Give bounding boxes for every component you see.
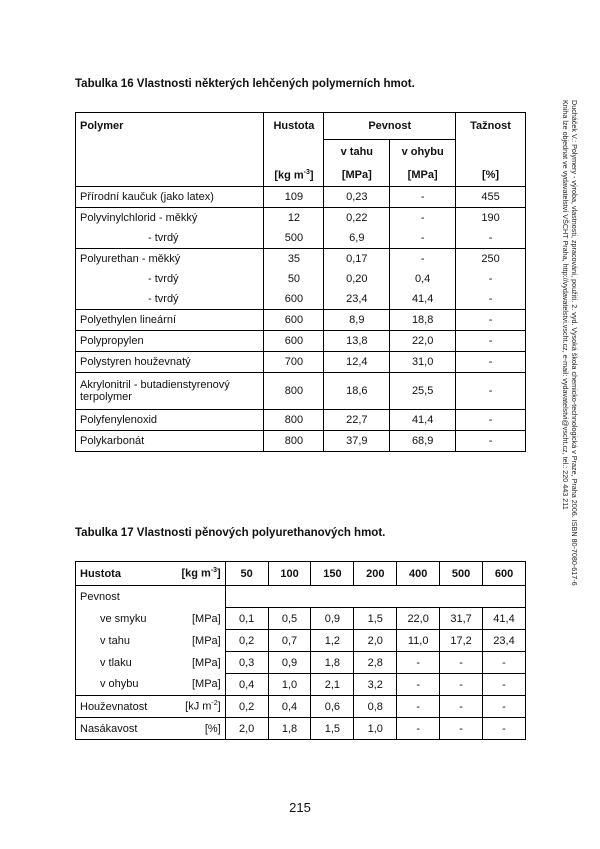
t16-row (76, 352, 526, 373)
t16-unit-hustota: [kg $m^{-3}$] (264, 164, 324, 187)
t16-cell-taznost: - (456, 373, 526, 410)
t16-cell-ohyb: - (390, 228, 456, 249)
t16-cell-name: Polykarbonát (76, 431, 264, 452)
t17-cell: 0,6 (311, 696, 354, 718)
t16-unit-tah: [MPa] (324, 164, 390, 187)
t17-row-label: Nasákavost (76, 718, 164, 740)
t17-cell: 0,4 (225, 674, 268, 696)
t17-cell: 3,2 (354, 674, 397, 696)
t16-row (76, 208, 526, 229)
t16-row (76, 269, 526, 289)
t16-cell-hustota: 600 (264, 331, 324, 352)
t16-header-vohybu: v ohybu (390, 140, 456, 165)
t17-cell: 17,2 (440, 630, 483, 652)
t17-cell: 1,8 (311, 652, 354, 674)
side-citation-line2: Kniha lze objednat ve vydavatelství VŠCHT Praha, http://vydavatelstvi.vscht.cz, e-mail: vydavatelstvi@vscht.cz, tel.: 220 443 211 (561, 100, 570, 510)
t17-row (76, 652, 526, 674)
t17-cell: - (440, 696, 483, 718)
t16-cell-hustota: 500 (264, 228, 324, 249)
t17-pevnost-empty (225, 586, 525, 608)
t17-cell: 0,4 (268, 696, 311, 718)
t16-cell-tah: 0,22 (324, 208, 390, 229)
t16-cell-tah: 23,4 (324, 289, 390, 310)
t17-row-label: v tahu (76, 630, 164, 652)
t16-header-vtahu: v tahu (324, 140, 390, 165)
t17-cell: 2,0 (225, 718, 268, 740)
t16-cell-tah: 13,8 (324, 331, 390, 352)
t17-cell: 0,9 (268, 652, 311, 674)
t17-row-unit: [kJ $m^{-2}$] (163, 696, 225, 718)
t17-cell: 2,1 (311, 674, 354, 696)
t17-row-unit: [%] (163, 718, 225, 740)
t16-cell-ohyb: 68,9 (390, 431, 456, 452)
t17-cell: 22,0 (397, 608, 440, 630)
side-citation (561, 100, 579, 620)
t17-header-col: 200 (354, 562, 397, 586)
t16-cell-name: Polyethylen lineární (76, 310, 264, 331)
t16-cell-name: Polystyren houževnatý (76, 352, 264, 373)
t16-cell-hustota: 12 (264, 208, 324, 229)
t17-row-unit: [MPa] (163, 674, 225, 696)
t16-cell-tah: 0,20 (324, 269, 390, 289)
t17-row (76, 608, 526, 630)
t16-cell-name: Polyurethan - měkký (76, 249, 264, 270)
t16-cell-ohyb: 41,4 (390, 410, 456, 431)
t16-cell-taznost: - (456, 310, 526, 331)
t17-row-label: ve smyku (76, 608, 164, 630)
t16-header-taznost: Tažnost (456, 113, 526, 140)
t16-cell-tah: 37,9 (324, 431, 390, 452)
t16-cell-tah: 12,4 (324, 352, 390, 373)
table17-caption: Tabulka 17 Vlastnosti pěnových polyurethanových hmot. (75, 527, 386, 539)
t16-cell-ohyb: 41,4 (390, 289, 456, 310)
t16-cell-name: Polyvinylchlorid - měkký (76, 208, 264, 229)
t17-cell: 0,2 (225, 630, 268, 652)
t17-header-col: 500 (440, 562, 483, 586)
t17-row-unit: [MPa] (163, 608, 225, 630)
t16-cell-taznost: - (456, 331, 526, 352)
t16-cell-hustota: 800 (264, 431, 324, 452)
t17-cell: - (440, 718, 483, 740)
t16-cell-hustota: 35 (264, 249, 324, 270)
t17-cell: - (483, 696, 526, 718)
t16-cell-taznost: 250 (456, 249, 526, 270)
t16-cell-hustota: 50 (264, 269, 324, 289)
t16-cell-ohyb: - (390, 249, 456, 270)
table16-caption: Tabulka 16 Vlastnosti některých lehčených polymerních hmot. (75, 78, 415, 90)
t16-cell-taznost: - (456, 269, 526, 289)
t16-cell-taznost: - (456, 431, 526, 452)
t16-row (76, 373, 526, 410)
t16-cell-name: - tvrdý (76, 228, 264, 249)
t17-header-hustota: Hustota (76, 562, 164, 586)
t16-cell-ohyb: - (390, 187, 456, 208)
t16-cell-tah: 22,7 (324, 410, 390, 431)
t17-cell: 11,0 (397, 630, 440, 652)
t16-row (76, 431, 526, 452)
t17-cell: - (440, 674, 483, 696)
t16-cell-name: Akrylonitril - butadienstyrenový terpolymer (76, 373, 264, 410)
t17-row (76, 586, 526, 608)
t16-cell-ohyb: 31,0 (390, 352, 456, 373)
t17-header-row (76, 562, 526, 586)
page-number: 215 (289, 800, 311, 815)
t17-cell: 0,2 (225, 696, 268, 718)
t16-header-polymer: Polymer (76, 113, 264, 140)
t17-header-col: 50 (225, 562, 268, 586)
t17-cell: 1,0 (354, 718, 397, 740)
t17-row (76, 696, 526, 718)
t17-cell: 0,7 (268, 630, 311, 652)
t16-cell-taznost: - (456, 352, 526, 373)
t17-cell: 0,1 (225, 608, 268, 630)
t16-cell-tah: 6,9 (324, 228, 390, 249)
t16-cell-hustota: 600 (264, 310, 324, 331)
t17-cell: - (397, 696, 440, 718)
t16-cell-name: Polyfenylenoxid (76, 410, 264, 431)
t16-header-hustota: Hustota (264, 113, 324, 140)
t16-row (76, 310, 526, 331)
t17-cell: 2,8 (354, 652, 397, 674)
t16-row (76, 410, 526, 431)
t16-unit-ohyb: [MPa] (390, 164, 456, 187)
t17-cell: - (483, 652, 526, 674)
t17-cell: 23,4 (483, 630, 526, 652)
t16-cell-taznost: - (456, 410, 526, 431)
t16-row (76, 331, 526, 352)
t17-header-col: 150 (311, 562, 354, 586)
t16-cell-name: - tvrdý (76, 289, 264, 310)
t17-row-unit: [MPa] (163, 630, 225, 652)
t16-row (76, 228, 526, 249)
t17-row (76, 674, 526, 696)
t16-cell-taznost: 190 (456, 208, 526, 229)
t17-pevnost-label: Pevnost (76, 586, 226, 608)
t17-cell: - (397, 652, 440, 674)
t17-header-unit: [kg $m^{-3}$] (163, 562, 225, 586)
t16-cell-ohyb: 25,5 (390, 373, 456, 410)
t17-cell: - (397, 674, 440, 696)
t16-cell-tah: 0,23 (324, 187, 390, 208)
t17-cell: - (397, 718, 440, 740)
t16-row (76, 249, 526, 270)
t17-cell: 2,0 (354, 630, 397, 652)
t17-row-label: Houževnatost (76, 696, 164, 718)
t16-cell-taznost: 455 (456, 187, 526, 208)
table17 (75, 561, 526, 740)
side-citation-line1: Ducháček V.: Polymery - výroba, vlastnosti, zpracování, použití. 2. vyd. Vysoká škola chemicko-technologická v Praze, Praha 2006. ISBN 80-7080-617-6 (570, 100, 579, 586)
t17-row-unit: [MPa] (163, 652, 225, 674)
t17-cell: 1,0 (268, 674, 311, 696)
t17-cell: 1,2 (311, 630, 354, 652)
t17-row (76, 630, 526, 652)
t17-row (76, 718, 526, 740)
t16-cell-ohyb: 18,8 (390, 310, 456, 331)
t17-cell: - (483, 718, 526, 740)
t17-cell: 1,5 (311, 718, 354, 740)
t16-cell-taznost: - (456, 289, 526, 310)
t16-cell-ohyb: 22,0 (390, 331, 456, 352)
t16-cell-hustota: 600 (264, 289, 324, 310)
t16-row (76, 187, 526, 208)
t17-header-col: 600 (483, 562, 526, 586)
t16-cell-hustota: 700 (264, 352, 324, 373)
t17-cell: 0,9 (311, 608, 354, 630)
t17-header-col: 400 (397, 562, 440, 586)
t16-unit-taznost: [%] (456, 164, 526, 187)
t17-cell: - (483, 674, 526, 696)
table16 (75, 112, 526, 452)
t17-cell: 31,7 (440, 608, 483, 630)
t17-cell: 0,8 (354, 696, 397, 718)
t17-cell: 1,5 (354, 608, 397, 630)
t17-row-label: v ohybu (76, 674, 164, 696)
t16-cell-hustota: 800 (264, 373, 324, 410)
t17-cell: 0,5 (268, 608, 311, 630)
t16-cell-name: Polypropylen (76, 331, 264, 352)
t16-cell-tah: 0,17 (324, 249, 390, 270)
t17-header-col: 100 (268, 562, 311, 586)
t16-cell-ohyb: 0,4 (390, 269, 456, 289)
t16-cell-ohyb: - (390, 208, 456, 229)
t16-cell-hustota: 109 (264, 187, 324, 208)
t17-cell: 41,4 (483, 608, 526, 630)
t16-cell-name: Přírodní kaučuk (jako latex) (76, 187, 264, 208)
t17-cell: - (440, 652, 483, 674)
t16-cell-tah: 18,6 (324, 373, 390, 410)
t16-header-pevnost: Pevnost (324, 113, 456, 140)
t16-cell-taznost: - (456, 228, 526, 249)
t17-cell: 1,8 (268, 718, 311, 740)
t17-cell: 0,3 (225, 652, 268, 674)
t16-row (76, 289, 526, 310)
t16-cell-tah: 8,9 (324, 310, 390, 331)
t16-cell-name: - tvrdý (76, 269, 264, 289)
t17-row-label: v tlaku (76, 652, 164, 674)
t16-cell-hustota: 800 (264, 410, 324, 431)
